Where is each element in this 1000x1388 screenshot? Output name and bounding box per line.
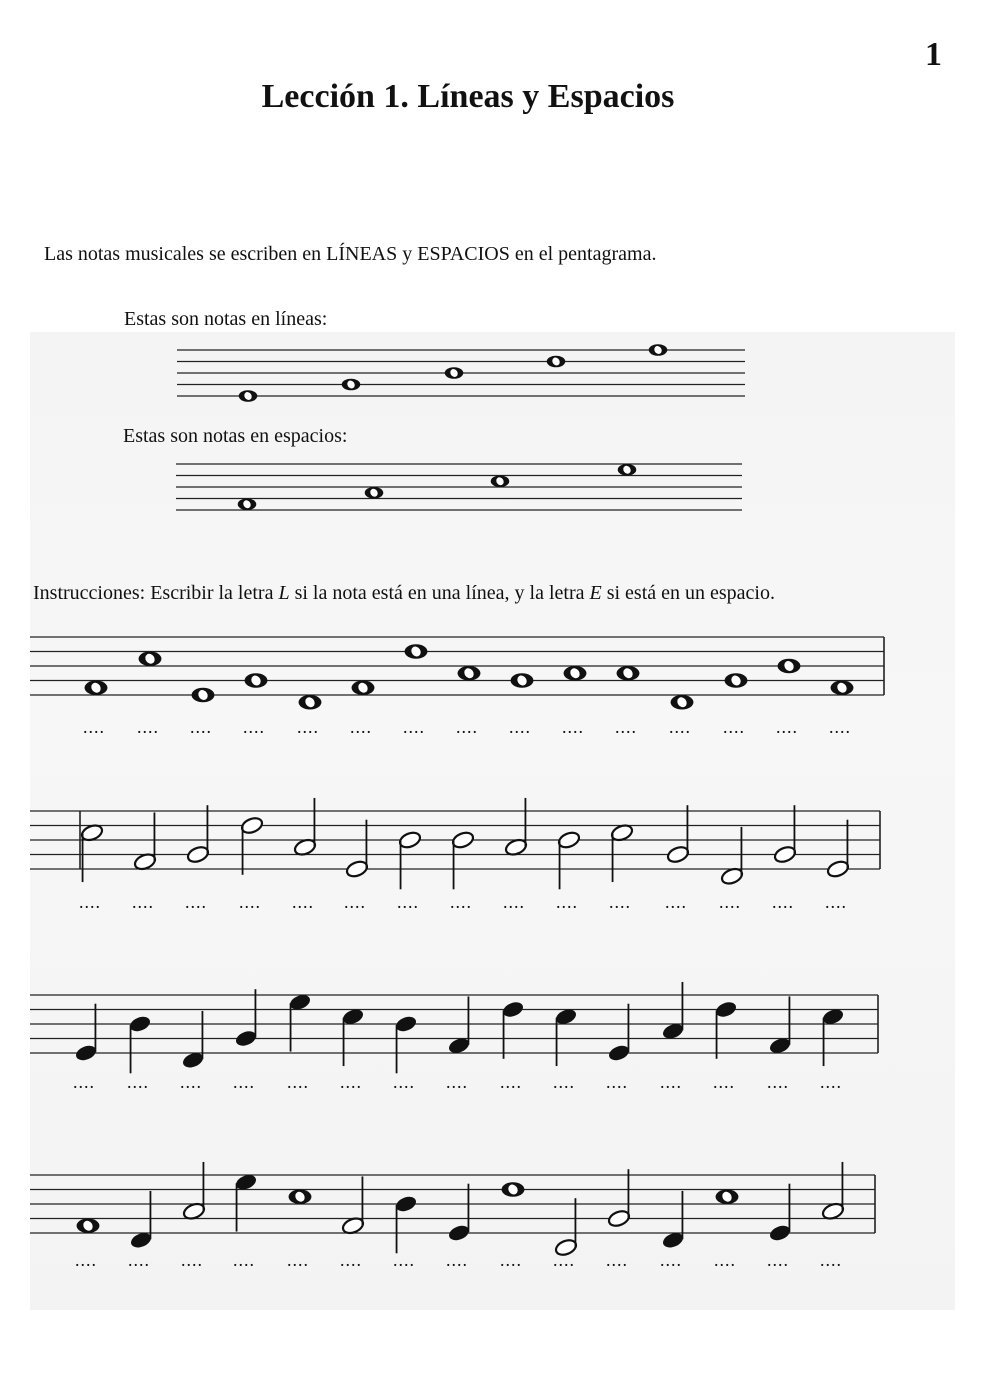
quarter-note	[768, 1184, 792, 1243]
answer-blank[interactable]: ....	[73, 1072, 95, 1092]
answer-blank[interactable]: ....	[660, 1072, 682, 1092]
answer-blank[interactable]: ....	[128, 1250, 150, 1270]
instructions-middle: si la nota está en una línea, y la letra	[289, 582, 590, 604]
answer-blank[interactable]: ....	[340, 1072, 362, 1092]
answer-blank[interactable]: ....	[509, 717, 531, 737]
answer-blank[interactable]: ....	[181, 1250, 203, 1270]
answer-blank[interactable]: ....	[665, 892, 687, 912]
half-note	[341, 1176, 365, 1235]
answer-blank[interactable]: ....	[287, 1072, 309, 1092]
answer-blank[interactable]: ....	[820, 1072, 842, 1092]
half-note	[821, 1162, 845, 1221]
answer-blank[interactable]: ....	[714, 1250, 736, 1270]
answer-blank[interactable]: ....	[397, 892, 419, 912]
answer-blank[interactable]: ....	[340, 1250, 362, 1270]
answer-blank[interactable]: ....	[456, 717, 478, 737]
answer-blank[interactable]: ....	[606, 1072, 628, 1092]
answer-blank[interactable]: ....	[239, 892, 261, 912]
answer-blank[interactable]: ....	[767, 1250, 789, 1270]
answer-blank[interactable]: ....	[75, 1250, 97, 1270]
quarter-note	[234, 1172, 258, 1231]
page-number: 1	[925, 36, 942, 73]
answer-blank[interactable]: ....	[180, 1072, 202, 1092]
answer-blank[interactable]: ....	[450, 892, 472, 912]
quarter-note	[447, 1184, 471, 1243]
answer-blank[interactable]: ....	[393, 1250, 415, 1270]
letter-l: L	[278, 582, 290, 604]
answer-blank[interactable]: ....	[500, 1072, 522, 1092]
half-note	[182, 1162, 206, 1221]
answer-blank[interactable]: ....	[83, 717, 105, 737]
answer-blank[interactable]: ....	[825, 892, 847, 912]
letter-e: E	[589, 582, 602, 604]
page-title: Lección 1. Líneas y Espacios	[261, 78, 675, 115]
answer-blank[interactable]: ....	[562, 717, 584, 737]
answer-blank[interactable]: ....	[243, 717, 265, 737]
whole-note	[77, 1219, 100, 1234]
answer-blank[interactable]: ....	[820, 1250, 842, 1270]
answer-blank[interactable]: ....	[446, 1250, 468, 1270]
answer-blank[interactable]: ....	[669, 717, 691, 737]
answer-blank[interactable]: ....	[297, 717, 319, 737]
quarter-note	[394, 1194, 418, 1253]
answer-blank[interactable]: ....	[503, 892, 525, 912]
answer-blank[interactable]: ....	[127, 1072, 149, 1092]
answer-blank[interactable]: ....	[190, 717, 212, 737]
answer-blank[interactable]: ....	[132, 892, 154, 912]
answer-blank[interactable]: ....	[767, 1072, 789, 1092]
answer-blank[interactable]: ....	[393, 1072, 415, 1092]
answer-blank[interactable]: ....	[292, 892, 314, 912]
answer-blank[interactable]: ....	[723, 717, 745, 737]
answer-blank[interactable]: ....	[350, 717, 372, 737]
answer-blank[interactable]: ....	[660, 1250, 682, 1270]
answer-blank[interactable]: ....	[606, 1250, 628, 1270]
half-note	[607, 1169, 631, 1228]
instructions-prefix: Instrucciones: Escribir la letra	[33, 582, 279, 604]
answer-blank[interactable]: ....	[615, 717, 637, 737]
answer-blank[interactable]: ....	[233, 1250, 255, 1270]
answer-blank[interactable]: ....	[233, 1072, 255, 1092]
answer-blank[interactable]: ....	[829, 717, 851, 737]
answer-blank[interactable]: ....	[719, 892, 741, 912]
answer-blank[interactable]: ....	[556, 892, 578, 912]
answer-blank[interactable]: ....	[553, 1250, 575, 1270]
answer-blank[interactable]: ....	[79, 892, 101, 912]
answer-blank[interactable]: ....	[713, 1072, 735, 1092]
instructions-suffix: si está en un espacio.	[601, 582, 775, 604]
answer-blank[interactable]: ....	[287, 1250, 309, 1270]
answer-blank[interactable]: ....	[446, 1072, 468, 1092]
answer-blank[interactable]: ....	[137, 717, 159, 737]
quarter-note	[661, 1191, 685, 1250]
spaces-example-label: Estas son notas en espacios:	[123, 425, 348, 447]
whole-note	[289, 1190, 312, 1205]
quarter-note	[129, 1191, 153, 1250]
intro-text: Las notas musicales se escriben en LÍNEAS y ESPACIOS en el pentagrama.	[44, 243, 657, 265]
answer-blank[interactable]: ....	[609, 892, 631, 912]
whole-note	[716, 1190, 739, 1205]
answer-blank[interactable]: ....	[185, 892, 207, 912]
answer-blank[interactable]: ....	[344, 892, 366, 912]
whole-note	[502, 1182, 525, 1197]
lines-example-label: Estas son notas en líneas:	[124, 308, 328, 330]
half-note	[554, 1198, 578, 1257]
answer-blank[interactable]: ....	[772, 892, 794, 912]
answer-blank[interactable]: ....	[776, 717, 798, 737]
answer-blank[interactable]: ....	[553, 1072, 575, 1092]
answer-blank[interactable]: ....	[500, 1250, 522, 1270]
answer-blank[interactable]: ....	[403, 717, 425, 737]
